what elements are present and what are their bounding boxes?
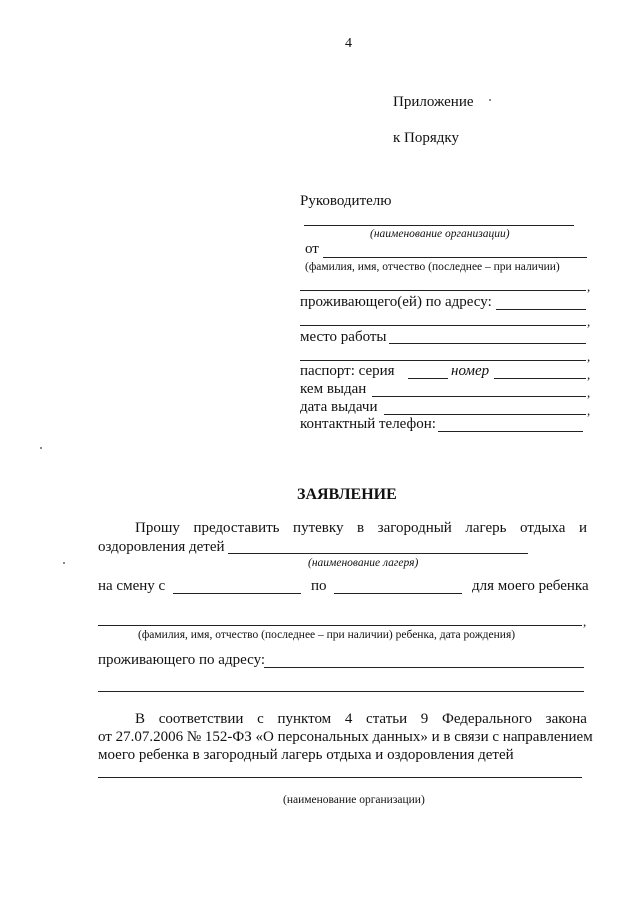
comma-mark: , <box>587 314 591 329</box>
comma-mark: , <box>587 367 591 382</box>
shift-to-label: по <box>311 578 327 594</box>
camp-name-caption: (наименование лагеря) <box>308 557 419 569</box>
phone-label: контактный телефон: <box>300 416 436 432</box>
appendix-label: Приложение <box>393 94 474 110</box>
organization-name-caption: (наименование организации) <box>370 228 510 240</box>
passport-series-line[interactable] <box>408 378 448 379</box>
shift-end-line[interactable] <box>334 593 462 594</box>
appendix-order-label: к Порядку <box>393 130 459 146</box>
comma-mark: , <box>587 279 591 294</box>
residing-address-label: проживающего(ей) по адресу: <box>300 294 492 310</box>
addressee-head-label: Руководителю <box>300 193 392 209</box>
issue-date-line[interactable] <box>384 414 586 415</box>
applicant-name-caption: (фамилия, имя, отчество (последнее – при наличии) <box>305 261 560 273</box>
for-child-label: для моего ребенка <box>472 578 589 594</box>
residing-address-line[interactable] <box>496 309 586 310</box>
child-name-line[interactable] <box>98 625 582 626</box>
workplace-label: место работы <box>300 329 387 345</box>
consent-line-2: от 27.07.2006 № 152-ФЗ «О персональных данных» и в связи с направлением <box>98 729 593 745</box>
consent-line-1 <box>135 711 587 728</box>
scan-speck <box>489 99 491 101</box>
applicant-name-line-2[interactable] <box>300 290 586 291</box>
passport-series-label: паспорт: серия <box>300 363 395 379</box>
word: пунктом <box>277 711 332 727</box>
word: В <box>135 711 146 727</box>
word: 9 <box>420 711 429 727</box>
issued-by-label: кем выдан <box>300 381 367 397</box>
consent-organization-caption: (наименование организации) <box>283 794 425 806</box>
organization-name-line[interactable] <box>304 225 574 226</box>
phone-line[interactable] <box>438 431 583 432</box>
word: закона <box>545 711 587 727</box>
consent-line-3: моего ребенка в загородный лагерь отдыха и оздоровления детей <box>98 747 514 763</box>
child-address-line[interactable] <box>264 667 584 668</box>
word: Федерального <box>441 711 532 727</box>
consent-organization-line[interactable] <box>98 777 582 778</box>
shift-start-line[interactable] <box>173 593 301 594</box>
child-name-caption: (фамилия, имя, отчество (последнее – при наличии) ребенка, дата рождения) <box>138 629 516 641</box>
word: Прошу <box>135 520 180 536</box>
word: 4 <box>344 711 353 727</box>
residing-address-line-2[interactable] <box>300 325 586 326</box>
word: путевку <box>293 520 344 536</box>
issued-by-line[interactable] <box>372 396 586 397</box>
document-title: ЗАЯВЛЕНИЕ <box>297 486 397 503</box>
word: загородный <box>377 520 452 536</box>
word: лагерь <box>465 520 507 536</box>
passport-number-line[interactable] <box>494 378 586 379</box>
request-line-2: оздоровления детей <box>98 539 225 555</box>
child-address-line-2[interactable] <box>98 691 584 692</box>
word: статьи <box>366 711 408 727</box>
word: и <box>578 520 587 536</box>
issue-date-label: дата выдачи <box>300 399 378 415</box>
word: с <box>257 711 264 727</box>
comma-mark: , <box>587 349 591 364</box>
workplace-line[interactable] <box>389 343 586 344</box>
word: соответствии <box>158 711 244 727</box>
shift-from-label: на смену с <box>98 578 166 594</box>
child-address-label: проживающего по адресу: <box>98 652 266 668</box>
scan-speck <box>40 447 42 449</box>
word: в <box>357 520 365 536</box>
scan-speck <box>63 562 65 564</box>
applicant-name-line[interactable] <box>323 257 587 258</box>
page-number: 4 <box>345 36 352 51</box>
word: предоставить <box>193 520 280 536</box>
comma-mark: , <box>583 614 587 629</box>
camp-name-line[interactable] <box>228 553 528 554</box>
comma-mark: , <box>587 385 591 400</box>
comma-mark: , <box>587 403 591 418</box>
request-line-1 <box>135 520 587 537</box>
passport-number-label: номер <box>451 363 490 379</box>
workplace-line-2[interactable] <box>300 360 586 361</box>
from-label: от <box>305 241 319 257</box>
word: отдыха <box>520 520 566 536</box>
